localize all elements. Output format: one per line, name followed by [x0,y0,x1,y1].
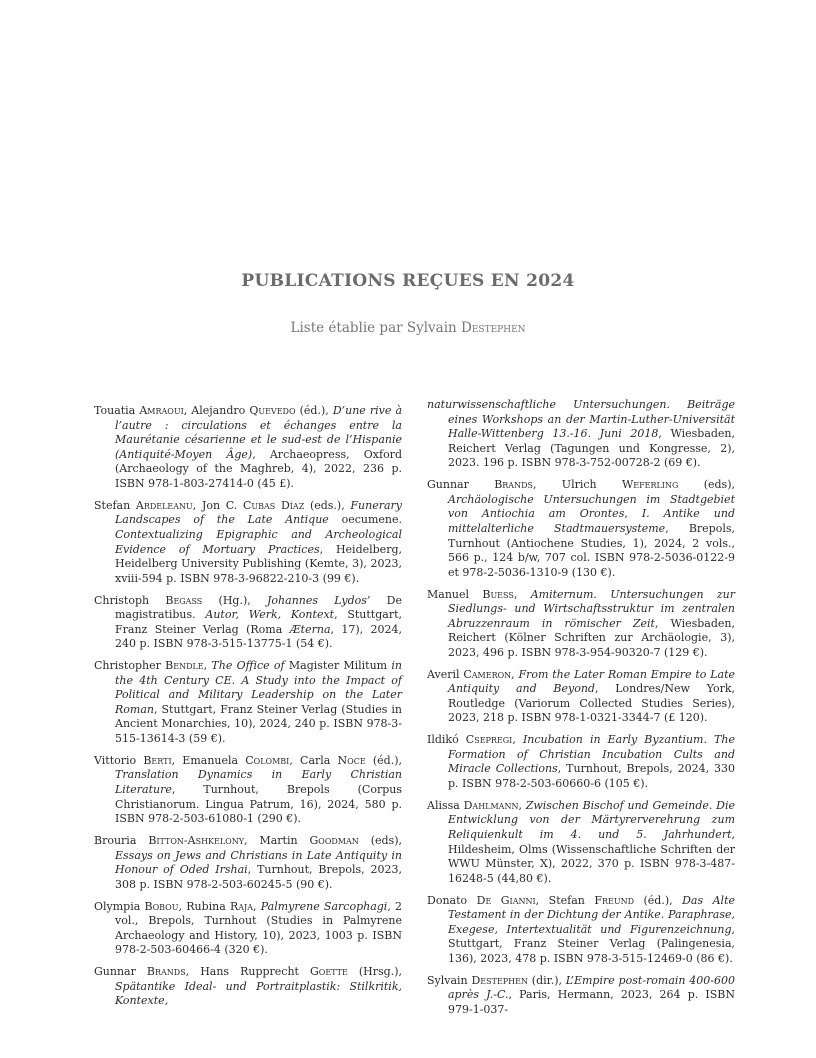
entry-text: Stefan [94,498,136,512]
entry-text: Alissa [427,798,464,812]
bibliography-entry [427,478,735,580]
entry-text: (eds.), [304,498,351,512]
entry-text: , Stuttgart, Franz Steiner Verlag (Roma [115,608,402,636]
entry-text: (dir.), [527,973,566,987]
entry-text: Christopher [94,659,166,673]
author-surname: Raja [229,899,254,913]
work-title: Das Alte Testament in der Dichtung der Antike. Paraphrase, Exegese, Intertextualität und Figurenzeichnung [448,893,735,936]
work-title: Johannes Lydos’ [267,593,371,607]
entry-text: , Carla [289,753,338,767]
left-column [94,404,402,1016]
author-surname: Cameron [463,667,512,681]
entry-text: , Paris, Hermann, 2023, 264 p. ISBN 979-1-037- [448,988,735,1016]
bibliography-entry [427,398,735,471]
author-surname: Dahlmann [463,798,519,812]
entry-text: Magister Militum [284,659,392,673]
bibliography-entry [94,659,402,747]
entry-text: , [518,798,526,812]
author-surname: Amraoui [139,404,184,417]
author-surname: Quevedo [249,404,296,417]
entry-text: , Emanuela [171,753,246,767]
author-surname: Brands [146,965,186,979]
entry-text: Olympia [94,899,145,913]
bibliography-entry [427,588,735,661]
entry-text: Sylvain [427,973,472,987]
work-title: From the Later Roman Empire to Late Antiquity and Beyond [448,667,736,696]
entry-text: , Wiesbaden, Reichert Verlag (Tagungen und Kongresse, 2), 2023. 196 p. ISBN 978-3-752-00728-2 (69 €). [448,427,736,470]
entry-text: Christoph [94,593,166,607]
entry-text: , [512,733,523,747]
entry-text: , Turnhout, Brepols, 2024, 330 p. ISBN 978-2-503-60660-6 (105 €). [448,762,735,790]
author-surname: Goette [310,965,348,979]
entry-text: Donato [427,893,477,907]
work-title: Contextualizing Epigraphic and Archeological Evidence of Mortuary Practices [115,527,402,556]
entry-text: , Turnhout, Brepols, 2023, 308 p. ISBN 978-2-503-60245-5 (90 €). [115,863,403,891]
bibliography-entry [94,404,402,492]
bibliography-entry [94,965,402,1009]
entry-text: Touatia [94,404,140,417]
work-title: in the 4th Century CE. A Study into the Impact of Political and Military Leadership on the Later Roman [115,659,402,716]
work-title: naturwissenschaftliche Untersuchungen. Beiträge eines Workshops an der Martin-Luther-Universität Halle-Wittenberg 13.-16. Juni 2018 [427,398,735,441]
entry-text: , Martin [244,833,310,847]
entry-text: , Archaeopress, Oxford (Archaeology of the Maghreb, 4), 2022, 236 p. ISBN 978-1-803-27414-0 (45 £). [115,447,402,490]
author-surname: Bobou [144,899,179,913]
work-title: Incubation in Early Byzantium. The Formation of Christian Incubation Cults and Miracle Collections [448,733,735,776]
entry-text: , Alejandro [183,404,250,417]
entry-text: Gunnar [94,965,147,979]
author-surname: Noce [337,753,366,767]
entry-text: (eds), [678,478,735,492]
entry-text: , Stuttgart, Franz Steiner Verlag (Studies in Ancient Monarchies, 10), 2024, 240 p. ISBN 978-3-515-13614-3 (59 €). [115,702,402,746]
author-surname: Freund [594,893,634,907]
work-title: D’une rive à l’autre : circulations et échanges entre la Maurétanie césarienne et le sud-est de l’Hispanie (Antiquité-Moyen Âge) [115,404,403,461]
entry-text: oecumene. [328,513,403,527]
author-surname: Begass [165,593,203,607]
entry-text: , Turnhout, Brepols (Corpus Christianorum. Lingua Patrum, 16), 2024, 580 p. ISBN 978-2-503-61080-1 (290 €). [115,783,402,826]
author-surname: Goodman [309,833,359,847]
bibliography-entry [94,754,402,827]
work-title: L’Empire post-romain 400-600 après J.-C. [448,973,735,1002]
entry-text: (Hg.), [202,593,268,607]
entry-text: Averil [427,667,464,681]
entry-text: , 2 vol., Brepols, Turnhout (Studies in Palmyrene Archaeology and History, 10), 2023, 1003 p. ISBN 978-2-503-60466-4 (320 €). [115,899,403,957]
work-title: Archäologische Untersuchungen im Stadtgebiet von Antiochia am Orontes [448,492,735,521]
work-title: Spätantike Ideal- und Portraitplastik: Stilkritik, Kontexte, [115,979,402,1008]
author-surname: Bitton-Ashkelony [148,833,245,847]
author-surname: Brands [494,478,533,492]
work-title: The Office of [211,659,285,673]
entry-text: , Hans Rupprecht [185,965,310,979]
bibliography-entry [427,733,735,791]
entry-text: Gunnar [427,478,495,492]
entry-text: (Hrsg.), [347,965,402,979]
author-surname: Ardeleanu [135,498,193,512]
entry-text: (éd.), [633,893,683,907]
author-surname: Berti [143,753,172,767]
entry-text: , Ulrich [532,478,622,492]
entry-text: , Jon C. [192,498,243,512]
entry-text: , Heidelberg, Heidelberg University Publishing (Kemte, 3), 2023, xviii-594 p. ISBN 978-3-96822-210-3 (99 €). [115,542,402,585]
work-title: Autor, Werk, Kontext [205,608,335,622]
bibliography-entry [427,799,735,887]
compiler-prefix: Liste établie par Sylvain [290,320,462,336]
entry-text: (éd.), [295,404,333,417]
entry-text: , Stuttgart, Franz Steiner Verlag (Palingenesia, 136), 2023, 478 p. ISBN 978-3-515-12469-0 (86 €). [448,922,735,965]
entry-text: , Hildesheim, Olms (Wissenschaftliche Schriften der WWU Münster, X), 2022, 370 p. ISBN 978-3-487-16248-5 (44,80 €). [448,827,735,885]
entry-text: , [253,899,261,913]
entry-text: , 17), 2024, 240 p. ISBN 978-3-515-13775-1 (54 €). [115,622,403,651]
entry-text: (éd.), [365,753,402,767]
entry-text: , Brepols, Turnhout (Antiochene Studies, 1), 2024, 2 vols., 566 p., 124 b/w, 707 col. ISBN 978-2-5036-0122-9 et 978-2-5036-1310-9 (130 €). [448,521,736,579]
author-surname: Weferling [621,478,679,492]
entry-text: Vittorio [94,753,144,767]
bibliography-entry [94,834,402,892]
bibliography-entry [94,900,402,958]
entry-text: , [511,667,519,681]
work-title: Funerary Landscapes of the Late Antique [115,498,403,527]
author-surname: Bendle [165,659,204,673]
author-surname: Csepregi [465,733,513,747]
bibliography-entry [427,668,735,726]
bibliography-entry [427,974,735,1018]
author-surname: De Gianni [476,893,536,907]
entry-text: Brouria [94,833,149,847]
work-title: Amiternum. Untersuchungen zur Siedlungs- und Wirtschaftsstruktur im zentralen Abruzzenraum in römischer Zeit [448,587,736,630]
author-surname: Colombi [245,753,290,767]
bibliography-entry [427,894,735,967]
entry-text: De magistratibus. [115,593,402,622]
bibliography-entry [94,594,402,652]
work-title: Palmyrene Sarcophagi [260,899,388,913]
compiler-line [0,320,816,336]
author-surname: Destephen [471,973,528,987]
work-title: Zwischen Bischof und Gemeinde. Die Entwicklung von der Märtyrerverehrung zum Reliquienkult im 4. und 5. Jahrhundert [448,798,735,841]
entry-text: , [203,659,212,673]
entry-text: , [513,587,531,601]
page-title: PUBLICATIONS REÇUES EN 2024 [241,271,575,291]
entry-text: (eds), [358,833,402,847]
entry-text: Manuel [427,587,483,601]
entry-text: Ildikó [427,733,466,747]
entry-text: , [624,507,642,521]
work-title: I. Antike und mittelalterliche Stadtmauersysteme [448,507,735,535]
author-surname: Cubas Díaz [242,498,305,512]
right-column [427,398,735,1025]
bibliography-entry [94,499,402,587]
work-title: Translation Dynamics in Early Christian Literature [115,768,402,796]
compiler-name: Destephen [461,320,526,336]
entry-text: , Rubina [178,899,230,913]
work-title: Æterna [289,622,331,636]
entry-text: , Stefan [535,893,595,907]
entry-text: , Wiesbaden, Reichert (Kölner Schriften zur Archäologie, 3), 2023, 496 p. ISBN 978-3-954-90320-7 (129 €). [448,616,735,659]
entry-text: , Londres/New York, Routledge (Variorum Collected Studies Series), 2023, 218 p. ISBN 978-1-0321-3344-7 (£ 120). [448,682,736,725]
work-title: Essays on Jews and Christians in Late Antiquity in Honour of Oded Irshai [115,848,402,877]
author-surname: Buess [482,587,514,601]
